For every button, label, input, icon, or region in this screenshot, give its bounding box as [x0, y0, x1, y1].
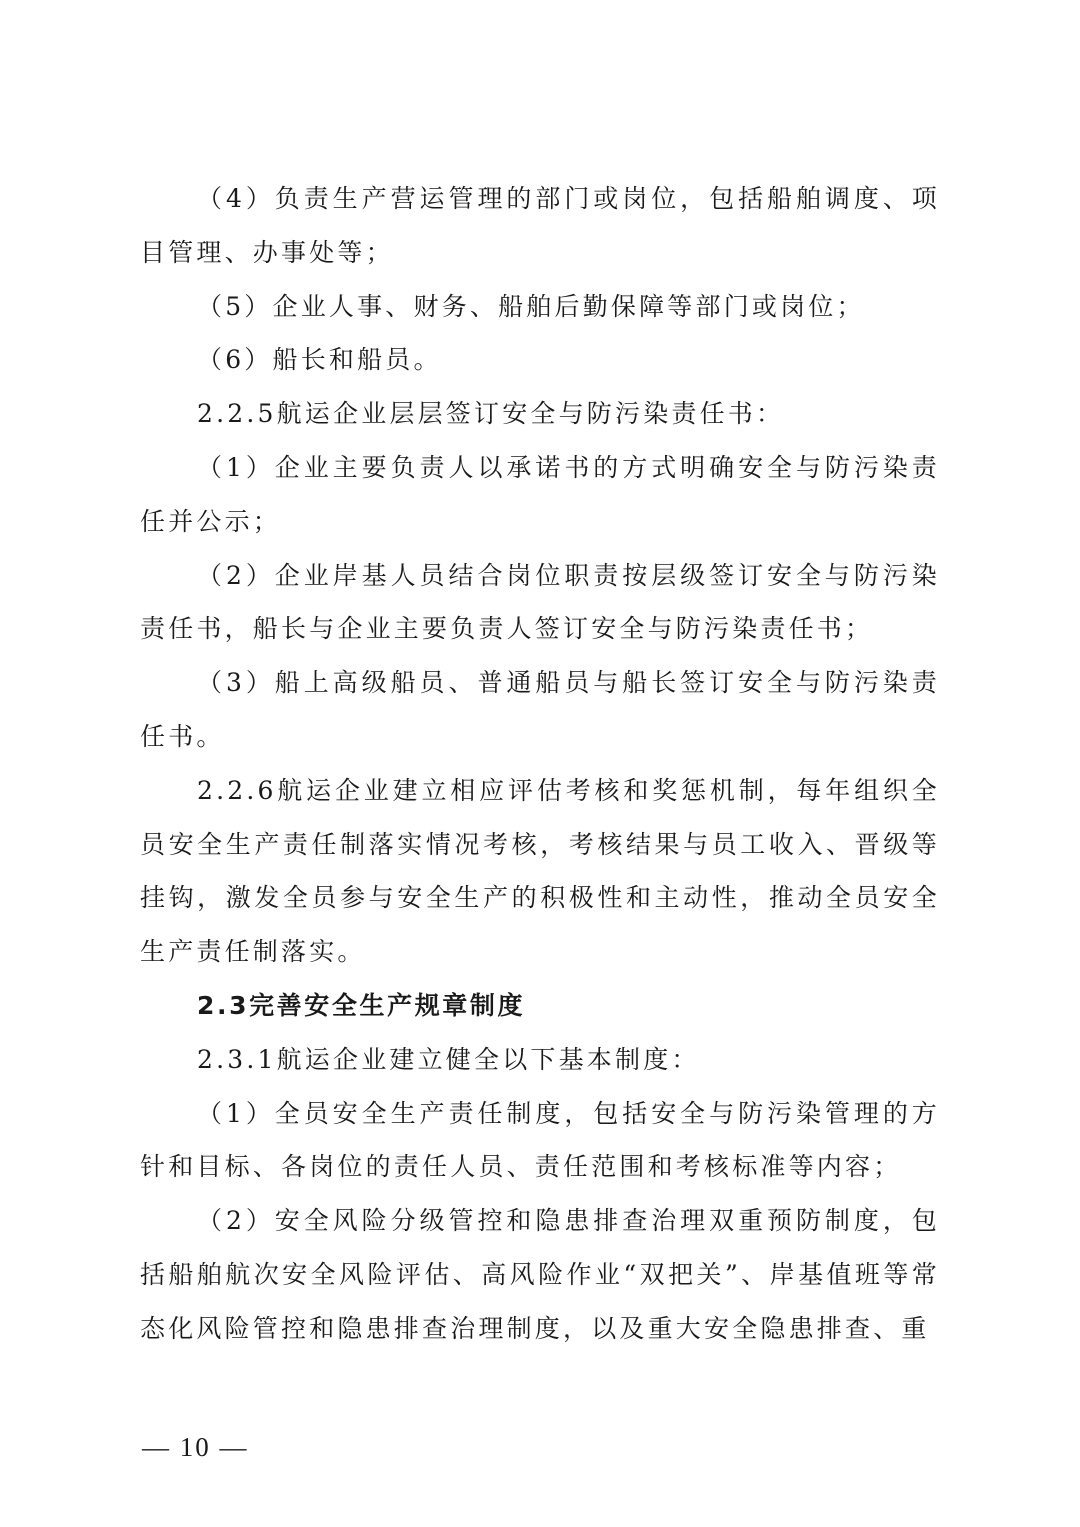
list-item-4: （4）负责生产营运管理的部门或岗位，包括船舶调度、项目管理、办事处等；	[140, 184, 940, 267]
list-item-5: （5）企业人事、财务、船舶后勤保障等部门或岗位；	[197, 291, 865, 321]
list-item-6: （6）船长和船员。	[197, 345, 442, 375]
clause-2-2-5-item-3: （3）船上高级船员、普通船员与船长签订安全与防污染责任书。	[140, 668, 940, 751]
page-number: — 10 —	[142, 1432, 249, 1462]
document-body	[140, 172, 940, 1356]
clause-2-2-6: 2.2.6航运企业建立相应评估考核和奖惩机制，每年组织全员安全生产责任制落实情况考核，考核结果与员工收入、晋级等挂钩，激发全员参与安全生产的积极性和主动性，推动全员安全生产责任制落实。	[140, 775, 940, 967]
clause-2-2-5: 2.2.5航运企业层层签订安全与防污染责任书：	[197, 399, 785, 429]
section-heading-2-3: 2.3完善安全生产规章制度	[197, 990, 526, 1020]
clause-2-3-1-item-1: （1）全员安全生产责任制度，包括安全与防污染管理的方针和目标、各岗位的责任人员、责任范围和考核标准等内容；	[140, 1098, 940, 1182]
clause-2-2-5-item-1: （1）企业主要负责人以承诺书的方式明确安全与防污染责任并公示；	[140, 452, 940, 536]
clause-2-3-1-item-2: （2）安全风险分级管控和隐患排查治理双重预防制度，包括船舶航次安全风险评估、高风险作业“双把关”、岸基值班等常态化风险管控和隐患排查治理制度，以及重大安全隐患排查、重	[140, 1206, 940, 1343]
clause-2-2-5-item-2: （2）企业岸基人员结合岗位职责按层级签订安全与防污染责任书，船长与企业主要负责人签订安全与防污染责任书；	[140, 560, 940, 644]
clause-2-3-1: 2.3.1航运企业建立健全以下基本制度：	[197, 1044, 700, 1074]
